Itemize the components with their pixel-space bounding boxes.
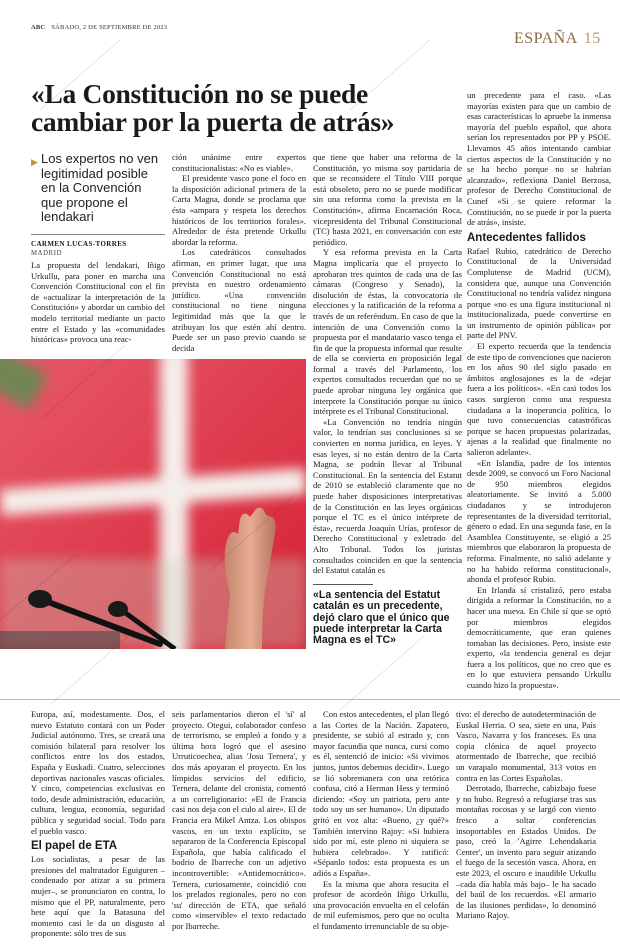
opinion-column-2: [172, 709, 306, 931]
article-column-4: [467, 90, 611, 691]
paragraph: seis parlamentarios dieron el 'sí' al proyecto. Otegui, colaborador confeso de terrorismo, se empleó a fondo y a última hora logró que el asesino Urruticoechea, alias 'Josu Ternera', y dos más apoyaran el proyecto. En los límpidos servicios del edificio, Ternera, delante del cronista, comentó a un correligionario: «El de Francia casi nos deja con el culo al aire». El de Francia era Mikel Antza. Los obispos vascos, en un texto explícito, se separaron de la Conferencia Episcopal Española, que había calificado el bodrio de Ibarreche con un adjetivo incontrovertible: «Antidemocrático». Ternera, curiosamente, coincidió con los prelados regionales, pero no con 'su' dirección de ETA, que señaló como «inservible» el texto redactado por Ibarreche.: [172, 709, 306, 931]
triangle-bullet-icon: ▶: [31, 157, 38, 167]
paragraph: tivo: el derecho de autodeterminación de Euskal Herria. O sea, siete en una, País Vasco, Navarra y los franceses. Es una copia clónica de aquel proyecto atormentado de Ibarreche, que recibió un varapalo monumental, 313 votos en contra en las Cortes Españolas.: [456, 709, 596, 783]
author: CARMEN LUCAS-TORRES: [31, 239, 127, 248]
page-header-left: [31, 24, 167, 31]
section-label: [514, 30, 601, 48]
subhead: El papel de ETA: [31, 840, 118, 853]
paragraph: «En Islandia, padre de los intentos desde 2009, se convocó un Foro Nacional de 950 miembros elegidos aleatoriamente. Se invitó a 5.000 ciudadanos y se introdujeron representantes de la diversidad territorial, género o edad. En una segunda fase, en la Asamblea Constituyente, se eligió a 25 miembros que elaboraron la propuesta de reforma. Finalmente, no salió adelante y no ha habido reforma constitucional», ahonda el profesor Rubio.: [467, 457, 611, 585]
paragraph: El presidente vasco pone el foco en la disposición adicional primera de la Carta Magna, donde se proclama que ésta «ampara y respeta los derechos históricos de los territorios forales». Alrededor de ésta pretende Urkullu abordar la reforma.: [172, 173, 306, 247]
article-column-3: [313, 152, 462, 576]
quote-divider: [313, 584, 373, 585]
date: SÁBADO, 2 DE SEPTIEMBRE DE 2023: [51, 24, 168, 31]
brand: ABC: [31, 24, 46, 31]
opinion-column-3: [313, 709, 449, 931]
section-name: ESPAÑA: [514, 30, 578, 47]
page-number: 15: [583, 30, 601, 47]
paragraph: Con estos antecedentes, el plan llegó a las Cortes de la Nación. Zapatero, presidente, se subió al estrado y, con mayor facundia que nunca, cursi como es él, sentenció de inicio: «Si vivimos juntos, juntos debemos decidir». Luego se lió sobremanera con una retórica confusa, citó a Herman Hess y terminó diciendo: «Soy un patriota, pero ante todo soy un ser humano». Un diputado gritó en voz alta: «Bueno, ¿y qué?» También intervino Rajoy: «Si hubiera sido por mí, este pleno ni siquiera se hubiera celebrado». Y ratificó: «Sépanlo todos: esta propuesta es un adiós a España».: [313, 709, 449, 878]
paragraph: Derrotado, Ibarreche, cabizbajo fuese y no hubo. Regresó a refugiarse tras sus montañas rocosas y se largó con viento fresco a soltar conferencias insoportables en Estados Unidos. De paso, creó la 'Agirre Lehendakaria Center', un invento para seguir atizando el fuego de la secesión vasca. Ahora, en este 2023, el oscuro e inaudible Urkullu –cada día habla más bajo– le ha sacado del baúl de los recuerdos. «El armario de las ilusiones perdidas», lo denominó Mariano Rajoy.: [456, 783, 596, 921]
deck: [31, 152, 165, 225]
article-intro-stack: [31, 152, 165, 345]
paragraph: El experto recuerda que la tendencia de este tipo de convenciones que nacieron en los años 90 del siglo pasado en ámbitos anglosajones es la de «dejar fuera a los políticos». «En casi todos los casos surgieron como una respuesta ciudadana a la inoperancia política, lo que tuvo consecuencias catastróficas porque se hacen propuestas polarizadas, ajenas a la realidad que finalmente no salieron adelante».: [467, 341, 611, 457]
opinion-column-1: [31, 709, 165, 939]
location: MADRID: [31, 249, 63, 257]
paragraph: Es la misma que ahora resucita el profesor de acordeón Iñigo Urkullu, una provocación envuelta en el celofán de mil eufemismos, pero que no oculta el fundamento irrenunciable de su obje-: [313, 878, 449, 931]
paragraph: Los socialistas, a pesar de las presiones del maltratador Eguiguren –condenado por atizar a su primera mujer–, se pronunciaron en contra, lo mismo que el PP, naturalmente, pero hete aquí que la Batasuna del momento casi le da un disgusto al proponente: sólo tres de sus: [31, 854, 165, 939]
paragraph: La propuesta del lendakari, Iñigo Urkullu, para poner en marcha una Convención Constitucional con el fin de «actualizar la interpretación de la Constitución» y abordar un cambio del modelo territorial mediante un pacto entre el Estado y las «comunidades históricas» provoca una reac-: [31, 259, 165, 345]
subhead: Antecedentes fallidos: [467, 231, 586, 244]
paragraph: que tiene que haber una reforma de la Constitución, yo misma soy partidaria de que se reconsidere el Título VIII porque está obsoleto, pero no se puede modificar sin una reforma como la prevista en la Constitución», afirma Encarnación Roca, vicepresidenta del Tribunal Constitucional (TC) hasta 2021, en conversación con este periódico.: [313, 152, 462, 247]
paragraph: Los catedráticos consultados afirman, en primer lugar, que una Convención Constitucional no está prevista en nuestro ordenamiento jurídico. «Una convención constitucional no tiene ninguna legitimidad más que la que le atribuyan los que estén ahí dentro. Puede ser un paso previo cuando se decida: [172, 247, 306, 353]
paragraph: un precedente para el caso. «Las mayorías existen para que un cambio de esas características lo apruebe la inmensa mayoría del pueblo español, que ahora serían los representados por PP y PSOE. Llevamos 45 años intentando cambiar ciertos aspectos de la Constitución y no se ha hecho porque no se habrían alcanzado», reflexiona Daniel Berzosa, profesor de Derecho Constitucional de Cunef «Si se quiere reformar la Constitución, no se puede ir por la puerta de atrás», insiste.: [467, 90, 611, 228]
paragraph: Y esa reforma prevista en la Carta Magna implicaría que el proyecto lo aprobaran tres quintos de cada una de las cámaras (Congreso y Senado), la disolución de éstas, la convocatoria de elecciones y la ratificación de la reforma a través de un referéndum. En caso de que la intención de una Convención como la propuesta por el mandatario vasco tenga el fin de que la propuesta informal que resulte de ella se convierta en proposición legal formal a través del Parlamento, los expertos consultados recuerdan que no se puede aprobar ninguna ley orgánica que interprete la Constitución porque su único intérprete es el Tribunal Constitucional.: [313, 247, 462, 417]
opinion-column-4: [456, 709, 596, 921]
divider: [31, 234, 165, 235]
paragraph: Europa, así, modestamente. Dos, el nuevo Estatuto contará con un Poder Judicial autónomo. Tres, se creará una comisión bilateral para resolver los conflictos entre los dos estados, España y Euskadi. Cuatro, selecciones deportivas nacionales vascas oficiales. Y cinco, competencias exclusivas en todo, desde administración, educación, cultura, lengua, economía, seguridad pública y seguridad social. Todo para el pueblo vasco.: [31, 709, 165, 836]
article-column-2: [172, 152, 306, 353]
pull-quote: «La sentencia del Estatut catalán es un precedente, dejó claro que el único que puede interpretar la Carta Magna es el TC»: [313, 589, 450, 647]
photo-flag-hand: [0, 359, 306, 649]
paragraph: «La Convención no tendría ningún valor, lo tendrían sus conclusiones si se convierten en norma jurídica, en leyes. Y esas leyes, si no están dentro de la Carta Magna, se podrán llevar al Tribunal Constitucional. En la sentencia del Estatut de 2010 se estableció claramente que no puede haber disposiciones interpretativas de la Constitución en las leyes orgánicas porque el TC es el único intérprete de ésta», recuerda Joaquín Urías, profesor de Derecho Constitucional y exletrado del Alto Tribunal. Todos los juristas consultados coinciden en que la sentencia del Estatut catalán es: [313, 416, 462, 576]
deck-text: Los expertos no ven legitimidad posible en la Convención que propone el lendakari: [41, 151, 159, 225]
headline: «La Constitución no se puede cambiar por la puerta de atrás»: [31, 78, 395, 137]
article-column-1: [31, 260, 165, 345]
paragraph: En Irlanda sí cristalizó, pero estaba dirigida a reformar la Constitución, no a hacer una nueva. En Chile sí que se optó por miembros elegidos democráticamente, que eran quienes tomaban las decisiones. Pero, insiste este experto, «la tendencia general es dejar fuera a los políticos, que no creo que es en lo que estuviera pensando Urkullu cuando hizo la propuesta».: [467, 584, 611, 691]
paragraph: Rafael Rubio, catedrático de Derecho Constitucional de la Universidad Complutense de Madrid (UCM), considera que, aunque una Convención Constitucional no tendría validez ninguna porque «no es una figura institucional ni institucionalizada, puede convertirse en un instrumento de opinión pública» por parte del PNV.: [467, 245, 611, 341]
section-divider: [0, 699, 620, 700]
paragraph: ción unánime entre expertos constitucionalistas: «No es viable».: [172, 152, 306, 173]
